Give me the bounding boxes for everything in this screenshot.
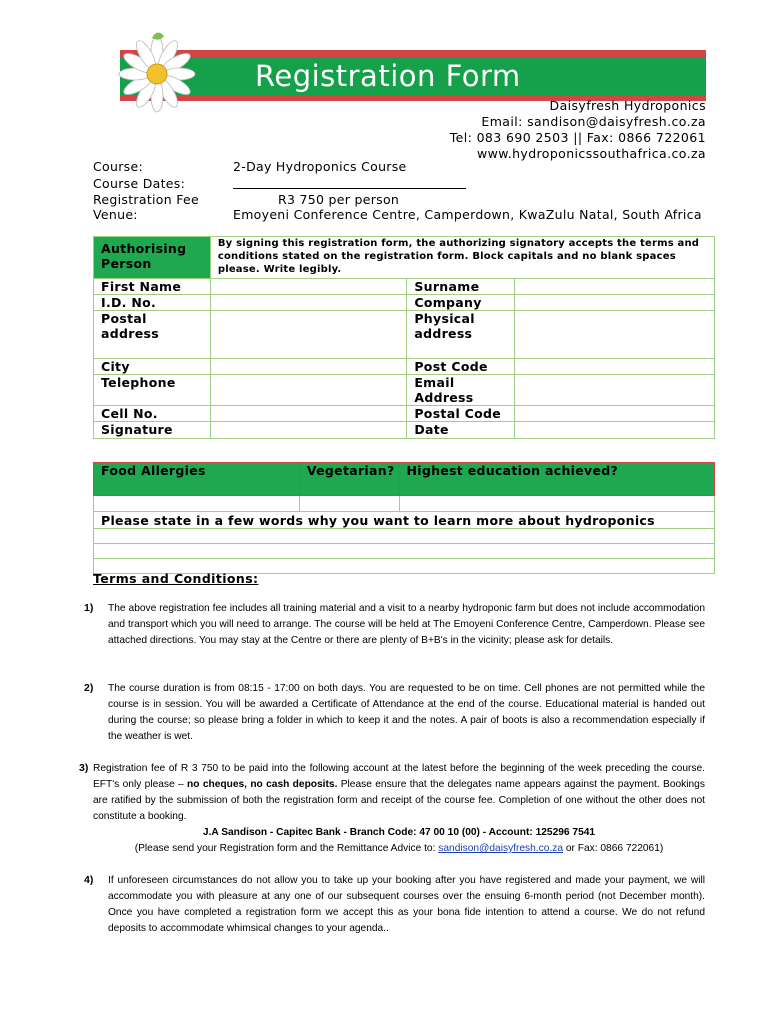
food-allergies-field[interactable]: [94, 496, 300, 512]
course-dates-line: [233, 188, 466, 189]
page-title: Registration Form: [255, 59, 521, 93]
authorising-person-label: Authorising Person: [94, 237, 211, 279]
date-label: Date: [407, 422, 514, 439]
venue-value: Emoyeni Conference Centre, Camperdown, KwaZulu Natal, South Africa: [233, 207, 702, 222]
email-address-field[interactable]: [514, 375, 714, 406]
term-4-text: If unforeseen circumstances do not allow you to take up your booking after you have registered and made your payment, we will accommodate you with pleasure at any one of our subsequent courses over the ensuing 6-month period (not December month). Once you have completed a registration form we accept this as your bona fide intention to attend a course. We do not refund deposits to accommodate whimsical changes to your agenda..: [108, 875, 705, 934]
cell-no-field[interactable]: [210, 406, 407, 422]
why-hydroponics-line-2[interactable]: [94, 544, 715, 559]
daisy-logo-icon: [112, 28, 202, 118]
surname-label: Surname: [407, 279, 514, 295]
contact-block: [450, 98, 706, 162]
term-3-bold: no cheques, no cash deposits.: [187, 779, 338, 790]
cell-no-label: Cell No.: [94, 406, 211, 422]
contact-website: www.hydroponicssouthafrica.co.za: [476, 146, 706, 161]
first-name-field[interactable]: [210, 279, 407, 295]
term-2-text: The course duration is from 08:15 - 17:00 on both days. You are requested to be on time. Cell phones are not permitted while the course is in session. You will be awarded a Certificate of Attendance at the end of the course. Educational material is handed out during the course; so please bring a folder in which to keep it and the notes. A pair of boots is also a recommendation especially if the weather is wet.: [108, 683, 705, 742]
telephone-label: Telephone: [94, 375, 211, 406]
email-address-label: Email Address: [407, 375, 514, 406]
physical-address-field[interactable]: [514, 311, 714, 359]
course-value: 2-Day Hydroponics Course: [233, 159, 407, 174]
postal-code-field[interactable]: [514, 406, 714, 422]
postal-code-label: Postal Code: [407, 406, 514, 422]
vegetarian-field[interactable]: [299, 496, 399, 512]
physical-address-label: Physical address: [407, 311, 514, 359]
fee-value: R3 750 per person: [278, 192, 400, 207]
post-code-label: Post Code: [407, 359, 514, 375]
term-4-number: 4): [84, 874, 94, 886]
post-code-field[interactable]: [514, 359, 714, 375]
bank-details: J.A Sandison - Capitec Bank - Branch Code: 47 00 10 (00) - Account: 125296 7541: [202, 827, 596, 838]
company-label: Company: [407, 295, 514, 311]
telephone-field[interactable]: [210, 375, 407, 406]
fee-label: Registration Fee: [93, 192, 200, 207]
date-field[interactable]: [514, 422, 714, 439]
term-1-number: 1): [84, 602, 94, 614]
term-3-text: Registration fee of R 3 750 to be paid into the following account at the latest before the beginning of the week preceding the course. EFT's only please – no cheques, no cash deposits. Please ensure that the delegates name appears against the payment. Bookings are ratified by the submission of both the registration form and receipt of the course fee. Completion of one without the other does not constitute a booking.: [93, 763, 705, 822]
education-field[interactable]: [399, 496, 715, 512]
registration-details-table: [93, 236, 715, 439]
first-name-label: First Name: [94, 279, 211, 295]
venue-label: Venue:: [93, 207, 138, 222]
terms-title: Terms and Conditions:: [93, 571, 259, 586]
company-field[interactable]: [514, 295, 714, 311]
signature-label: Signature: [94, 422, 211, 439]
course-dates-label: Course Dates:: [93, 176, 186, 191]
why-hydroponics-label: Please state in a few words why you want to learn more about hydroponics: [94, 512, 715, 529]
authorisation-note: By signing this registration form, the authorizing signatory accepts the terms and conditions stated on the registration form. Block capitals and no blank spaces please. Write legibly.: [210, 237, 714, 279]
city-label: City: [94, 359, 211, 375]
banner-top-stripe: [120, 50, 706, 57]
postal-address-label: Postal address: [94, 311, 211, 359]
company-name: Daisyfresh Hydroponics: [549, 98, 706, 113]
education-label: Highest education achieved?: [399, 463, 715, 496]
why-hydroponics-line-1[interactable]: [94, 529, 715, 544]
course-label: Course:: [93, 159, 143, 174]
term-2-number: 2): [84, 682, 94, 694]
city-field[interactable]: [210, 359, 407, 375]
term-3-number: 3): [79, 762, 89, 774]
contact-email: Email: sandison@daisyfresh.co.za: [481, 114, 706, 129]
id-no-field[interactable]: [210, 295, 407, 311]
contact-phone: Tel: 083 690 2503 || Fax: 0866 722061: [449, 130, 706, 145]
id-no-label: I.D. No.: [94, 295, 211, 311]
remittance-note: (Please send your Registration form and the Remittance Advice to: sandison@daisyfresh.co.za or Fax: 0866 722061): [134, 843, 664, 854]
food-allergies-label: Food Allergies: [94, 463, 300, 496]
surname-field[interactable]: [514, 279, 714, 295]
remittance-email-link[interactable]: sandison@daisyfresh.co.za: [438, 843, 563, 854]
additional-info-table: [93, 462, 715, 574]
postal-address-field[interactable]: [210, 311, 407, 359]
signature-field[interactable]: [210, 422, 407, 439]
vegetarian-label: Vegetarian?: [299, 463, 399, 496]
term-1-text: The above registration fee includes all training material and a visit to a nearby hydroponic farm but does not include accommodation and transport which you will need to arrange. The course will be held at The Emoyeni Conference Centre, Camperdown. Please see attached directions. You may stay at the Centre or there are plenty of B+B's in the vicinity; please ask for details.: [108, 603, 705, 646]
